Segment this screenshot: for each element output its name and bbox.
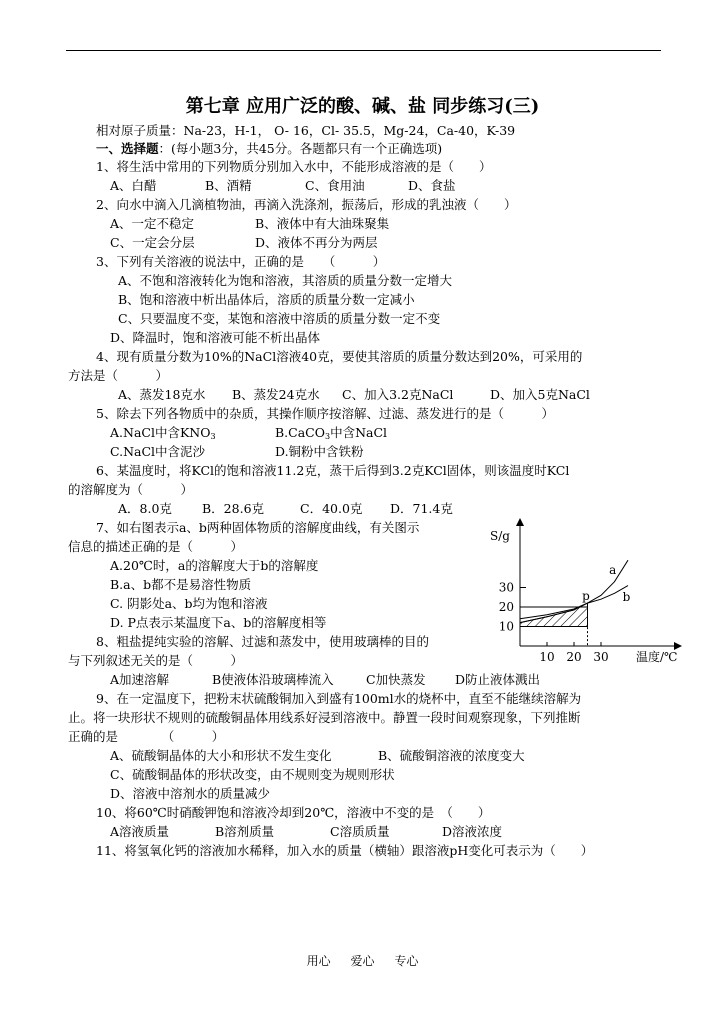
footer-item-1: 用心 [306,954,331,968]
x-tick-label: 20 [566,650,582,664]
q4-option-a: A、蒸发18克水 [118,387,206,402]
q2-option-b: B、液体中有大油珠聚集 [255,216,390,231]
q6-option-a: A．8.0克 [118,501,172,516]
q5-option-a-text: A.NaCl中含KNO [110,425,211,440]
q3-option-c: C、只要温度不变，某饱和溶液中溶质的质量分数一定不变 [118,311,441,326]
q2-option-c: C、一定会分层 [110,235,195,250]
footer-item-3: 专心 [394,954,419,968]
question-5-stem: 5、除去下列各物质中的杂质，其操作顺序按溶解、过滤、蒸发进行的是（ ） [96,406,554,421]
question-7-stem: 7、如右图表示a、b两种固体物质的溶解度曲线，有关图示 [96,520,420,535]
question-8-stem: 8、粗盐提纯实验的溶解、过滤和蒸发中，使用玻璃棒的目的 [96,634,429,649]
q8-option-d: D防止液体溅出 [455,672,541,687]
question-4-stem-cont: 方法是（ ） [68,368,169,383]
y-tick-label: 30 [498,580,514,595]
q6-option-b: B．28.6克 [202,501,265,516]
y-tick-label: 20 [498,600,514,614]
question-2-stem: 2、向水中滴入几滴植物油，再滴入洗涤剂，振荡后，形成的乳浊液（ ） [96,197,517,212]
q4-option-d: D、加入5克NaCl [490,387,590,402]
q7-option-c: C. 阴影处a、b均为饱和溶液 [110,596,268,611]
question-3-stem: 3、下列有关溶液的说法中，正确的是 （ ） [96,254,386,269]
q8-option-b: B使液体沿玻璃棒流入 [212,672,334,687]
q5-option-b-rest: 中含NaCl [330,425,388,440]
question-8-stem-cont: 与下列叙述无关的是（ ） [68,653,244,668]
q9-option-c: C、硫酸铜晶体的形状改变，由不规则变为规则形状 [110,767,395,782]
q3-option-a: A、不饱和溶液转化为饱和溶液，其溶质的质量分数一定增大 [118,273,453,288]
q3-option-b: B、饱和溶液中析出晶体后，溶质的质量分数一定减小 [118,292,415,307]
x-tick-label: 10 [539,650,555,664]
q10-option-b: B溶剂质量 [215,824,275,839]
q1-option-a: A、白醋 [110,178,157,193]
section-note: ：(每小题3分，共45分。各题都只有一个正确选项) [158,141,443,156]
q10-option-c: C溶质质量 [330,824,390,839]
q2-option-a: A、一定不稳定 [110,216,195,231]
question-6-stem-cont: 的溶解度为（ ） [68,482,194,497]
x-axis-label: 温度/℃ [636,650,678,664]
q6-option-d: D．71.4克 [390,501,453,516]
question-9-stem-cont1: 止。将一块形状不规则的硫酸铜晶体用线系好浸到溶液中。静置一段时间观察现象，下列推断 [68,710,581,725]
section-heading [96,140,442,158]
q3-option-d: D、降温时，饱和溶液可能不析出晶体 [110,330,321,345]
series-a-label: a [609,562,617,577]
section-title: 一、选择题 [96,141,159,156]
page-title: 第七章 应用广泛的酸、碱、盐 同步练习(三) [185,96,540,117]
page-footer [0,952,725,969]
question-1-stem: 1、将生活中常用的下列物质分别加入水中，不能形成溶液的是（ ） [96,159,492,174]
q4-option-c: C、加入3.2克NaCl [342,387,454,402]
question-9-stem-cont2: 正确的是 （ ） [68,729,225,744]
question-4-stem: 4、现有质量分数为10%的NaCl溶液40克，要使其溶质的质量分数达到20%，可采用的 [96,349,583,364]
y-axis-arrow [516,518,524,526]
x-tick-label: 30 [593,650,609,664]
q10-option-d: D溶液浓度 [442,824,503,839]
q5-option-c: C.NaCl中含泥沙 [110,444,206,459]
q1-option-b: B、酒精 [205,178,252,193]
q6-option-c: C．40.0克 [300,501,363,516]
question-11-stem: 11、将氢氧化钙的溶液加水稀释，加入水的质量（横轴）跟溶液pH变化可表示为（ ） [96,843,594,858]
q7-option-a: A.20℃时，a的溶解度大于b的溶解度 [110,558,319,573]
series-b-label: b [622,590,631,605]
q2-option-d: D、液体不再分为两层 [255,235,378,250]
q5-option-a-subscript: 3 [210,432,216,441]
q8-option-a: A加速溶解 [110,672,170,687]
q9-option-a: A、硫酸铜晶体的大小和形状不发生变化 [110,748,332,763]
q9-option-d: D、溶液中溶剂水的质量减少 [110,786,271,801]
q5-option-d: D.铜粉中含铁粉 [275,444,364,459]
question-6-stem: 6、某温度时，将KCl的饱和溶液11.2克，蒸干后得到3.2克KCl固体，则该温度时KCl [96,463,570,478]
y-axis-label: S/g [490,529,510,543]
q7-option-b: B.a、b都不是易溶性物质 [110,577,252,592]
x-axis-arrow [674,642,682,650]
solubility-chart [484,516,690,666]
question-10-stem: 10、将60℃时硝酸钾饱和溶液冷却到20℃，溶液中不变的是 （ ） [96,805,491,820]
q5-option-b-subscript: 3 [325,432,331,441]
q8-option-c: C加快蒸发 [366,672,426,687]
q1-option-d: D、食盐 [408,178,456,193]
footer-item-2: 爱心 [350,954,375,968]
q9-option-b: B、硫酸铜溶液的浓度变大 [378,748,525,763]
question-9-stem: 9、在一定温度下，把粉末状硫酸铜加入到盛有100ml水的烧杯中，直至不能继续溶解为 [96,691,582,706]
q5-option-b-text: B.CaCO [275,425,325,440]
y-tick-label: 10 [498,619,514,634]
header-rule [66,50,661,51]
question-7-stem-cont: 信息的描述正确的是（ ） [68,539,244,554]
q4-option-b: B、蒸发24克水 [232,387,320,402]
q10-option-a: A溶液质量 [110,824,170,839]
atomic-mass-line: 相对原子质量：Na-23，H-1， O- 16，Cl- 35.5，Mg-24，Ca-40，K-39 [96,123,516,138]
q7-option-d: D. P点表示某温度下a、b的溶解度相等 [110,615,327,630]
intersection-point-label: p [582,589,590,604]
q1-option-c: C、食用油 [305,178,365,193]
